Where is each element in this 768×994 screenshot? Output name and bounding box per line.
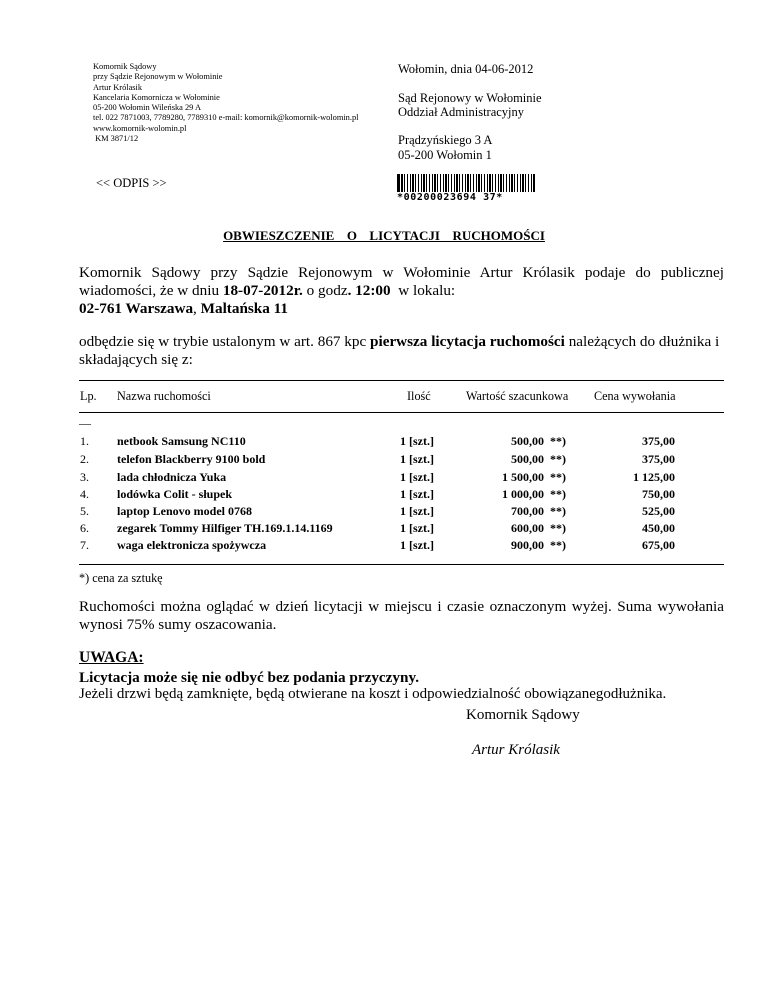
case-number: KM 3871/12: [93, 134, 139, 144]
row-name: lodówka Colit - słupek: [117, 487, 233, 501]
table-row: [0, 538, 768, 555]
sender-line: Kancelaria Komornicza w Wołominie: [93, 92, 220, 102]
row-name: waga elektronicza spożywcza: [117, 538, 267, 552]
auction-street: Maltańska 11: [200, 300, 288, 317]
row-note: **): [550, 521, 566, 535]
table-dash: —: [79, 416, 91, 430]
row-price: 525,00: [642, 504, 675, 518]
recipient-department: Oddział Administracyjny: [398, 105, 525, 119]
header-qty: Ilość: [407, 389, 431, 403]
auction-date: 18-07-2012r.: [222, 282, 303, 299]
row-qty: 1 [szt.]: [400, 521, 434, 535]
barcode-text: *00200023694 37*: [397, 192, 503, 203]
table-header-rule: [79, 412, 724, 413]
auction-time: . 12:00: [347, 282, 391, 299]
row-value: 900,00: [511, 538, 544, 552]
footnote: *) cena za sztukę: [79, 571, 163, 585]
row-qty: 1 [szt.]: [400, 538, 434, 552]
row-price: 450,00: [642, 521, 675, 535]
row-price: 1 125,00: [633, 470, 675, 484]
row-price: 750,00: [642, 487, 675, 501]
row-price: 375,00: [642, 434, 675, 448]
row-value: 500,00: [511, 434, 544, 448]
row-note: **): [550, 470, 566, 484]
place-date: Wołomin, dnia 04-06-2012: [398, 62, 534, 76]
header-price: Cena wywołania: [594, 389, 676, 403]
table-top-rule: [79, 380, 724, 381]
intro-text: o godz: [302, 282, 348, 299]
procedure-text: odbędzie się w trybie ustalonym w art. 867 kpc: [79, 333, 371, 350]
barcode: [397, 174, 533, 203]
row-value: 1 500,00: [502, 470, 544, 484]
row-name: telefon Blackberry 9100 bold: [117, 452, 266, 466]
row-value: 1 000,00: [502, 487, 544, 501]
row-note: **): [550, 487, 566, 501]
header-lp: Lp.: [80, 389, 97, 403]
row-lp: 7.: [80, 538, 89, 552]
row-name: lada chłodnicza Yuka: [117, 470, 227, 484]
row-name: laptop Lenovo model 0768: [117, 504, 253, 518]
table-row: [0, 434, 768, 451]
row-price: 675,00: [642, 538, 675, 552]
row-note: **): [550, 452, 566, 466]
table-row: [0, 487, 768, 504]
recipient-city: 05-200 Wołomin 1: [398, 148, 492, 162]
row-value: 600,00: [511, 521, 544, 535]
row-note: **): [550, 504, 566, 518]
document-title: OBWIESZCZENIE O LICYTACJI RUCHOMOŚCI: [223, 228, 545, 243]
signature-name: Artur Królasik: [472, 742, 560, 758]
row-value: 700,00: [511, 504, 544, 518]
warning-heading: UWAGA:: [79, 649, 144, 666]
row-lp: 6.: [80, 521, 89, 535]
row-note: **): [550, 538, 566, 552]
procedure-text: należących do dłużnika i składających się z:: [79, 333, 720, 368]
sender-line: przy Sądzie Rejonowym w Wołominie: [93, 72, 223, 82]
table-row: [0, 470, 768, 487]
recipient-name: Sąd Rejonowy w Wołominie: [398, 91, 542, 105]
sender-line: www.komornik-wolomin.pl: [93, 123, 187, 133]
warning-text: Jeżeli drzwi będą zamknięte, będą otwierane na koszt i odpowiedzialność obowiązanegodłużnika.: [79, 686, 667, 702]
row-lp: 3.: [80, 470, 89, 484]
viewing-paragraph: Ruchomości można oglądać w dzień licytacji w miejscu i czasie oznaczonym wyżej. Suma wywołania wynosi 75% sumy oszacowania.: [79, 598, 724, 633]
table-bottom-rule: [79, 564, 724, 565]
intro-text: w lokalu:: [390, 282, 456, 299]
row-qty: 1 [szt.]: [400, 504, 434, 518]
row-lp: 2.: [80, 452, 89, 466]
auction-city: 02-761 Warszawa: [79, 300, 194, 317]
copy-label: << ODPIS >>: [96, 176, 167, 190]
procedure-bold: pierwsza licytacja ruchomości: [370, 333, 565, 350]
row-value: 500,00: [511, 452, 544, 466]
table-row: [0, 452, 768, 469]
signature-title: Komornik Sądowy: [466, 707, 580, 723]
sender-line: Komornik Sądowy: [93, 62, 157, 71]
separator: ,: [193, 300, 201, 317]
row-lp: 4.: [80, 487, 89, 501]
intro-paragraph: [79, 264, 724, 318]
warning-bold: Licytacja może się nie odbyć bez podania przyczyny.: [79, 669, 419, 686]
procedure-paragraph: [79, 333, 724, 369]
row-name: zegarek Tommy Hilfiger TH.169.1.14.1169: [117, 521, 333, 535]
sender-line: 05-200 Wołomin Wileńska 29 A: [93, 103, 202, 113]
sender-block: [93, 62, 358, 144]
barcode-bars: [397, 174, 535, 192]
row-qty: 1 [szt.]: [400, 470, 434, 484]
table-row: [0, 521, 768, 538]
row-qty: 1 [szt.]: [400, 434, 434, 448]
sender-line: Artur Królasik: [93, 82, 143, 92]
row-price: 375,00: [642, 452, 675, 466]
header-value: Wartość szacunkowa: [466, 389, 569, 403]
row-lp: 5.: [80, 504, 89, 518]
sender-line: tel. 022 7871003, 7789280, 7789310 e-mail: komornik@komornik-wolomin.pl: [93, 113, 359, 123]
table-row: [0, 504, 768, 521]
recipient-street: Prądzyńskiego 3 A: [398, 133, 493, 147]
row-lp: 1.: [80, 434, 89, 448]
row-note: **): [550, 434, 566, 448]
row-qty: 1 [szt.]: [400, 487, 434, 501]
row-name: netbook Samsung NC110: [117, 434, 246, 448]
row-qty: 1 [szt.]: [400, 452, 434, 466]
header-name: Nazwa ruchomości: [117, 389, 211, 403]
intro-text: Komornik Sądowy przy Sądzie Rejonowym w Wołominie Artur Królasik podaje do publicznej wiadomości, że w dniu: [79, 264, 724, 299]
